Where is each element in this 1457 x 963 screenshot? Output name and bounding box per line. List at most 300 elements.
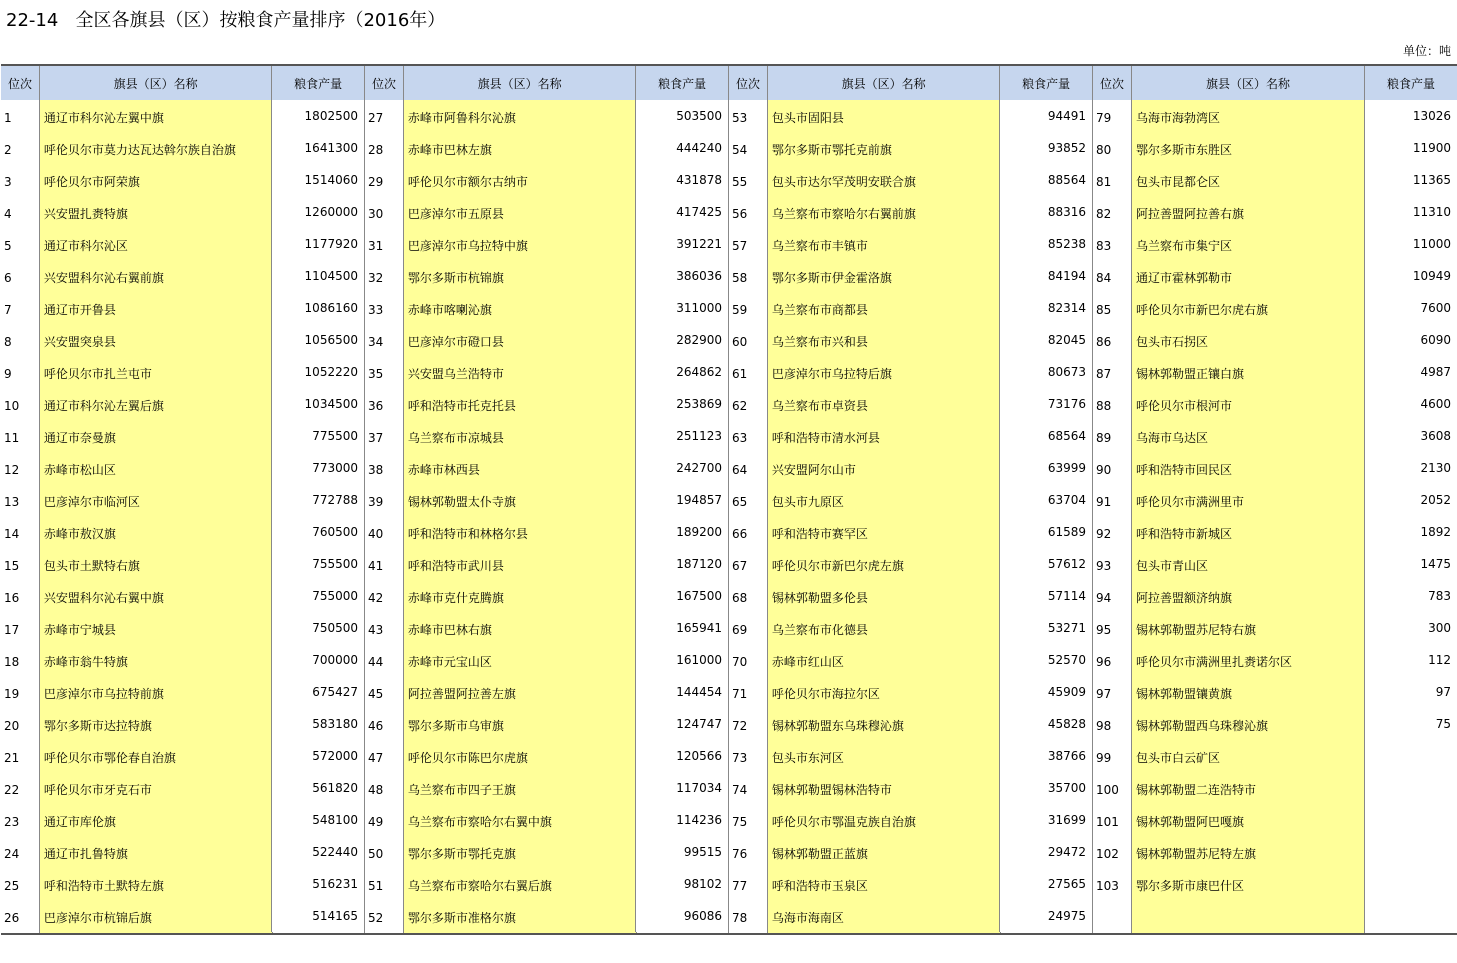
rank-cell: 55 [729, 164, 768, 196]
rank-cell: 61 [729, 356, 768, 388]
table-row [729, 356, 1092, 388]
name-cell: 赤峰市巴林左旗 [404, 132, 636, 164]
output-cell [1365, 772, 1457, 804]
output-cell: 94491 [1000, 100, 1092, 132]
rank-cell: 48 [365, 772, 404, 804]
rank-cell: 45 [365, 676, 404, 708]
output-cell: 300 [1365, 612, 1457, 644]
rank-cell: 62 [729, 388, 768, 420]
name-cell: 巴彦淖尔市临河区 [40, 484, 272, 516]
table-row [365, 708, 728, 740]
output-cell: 88316 [1000, 196, 1092, 228]
output-cell: 583180 [272, 708, 364, 740]
header-rank: 位次 [365, 66, 404, 100]
name-cell: 包头市昆都仑区 [1132, 164, 1365, 196]
table-row [729, 100, 1092, 132]
output-cell: 264862 [636, 356, 728, 388]
table-row [1, 516, 364, 548]
rank-cell: 93 [1093, 548, 1132, 580]
table-row [729, 324, 1092, 356]
table-block-2 [365, 66, 729, 933]
table-row [1, 740, 364, 772]
rank-cell: 2 [1, 132, 40, 164]
header-output: 粮食产量 [658, 76, 707, 91]
name-cell: 通辽市库伦旗 [40, 804, 272, 836]
name-cell: 呼伦贝尔市阿荣旗 [40, 164, 272, 196]
table-row [365, 740, 728, 772]
name-cell: 呼伦贝尔市满洲里扎赉诺尔区 [1132, 644, 1365, 676]
output-cell: 522440 [272, 836, 364, 868]
name-cell: 巴彦淖尔市杭锦后旗 [40, 900, 272, 932]
table-row [1, 804, 364, 836]
output-cell: 112 [1365, 644, 1457, 676]
table-row [729, 580, 1092, 612]
output-cell: 114236 [636, 804, 728, 836]
name-cell: 锡林郭勒盟锡林浩特市 [768, 772, 1000, 804]
output-cell [1365, 740, 1457, 772]
output-cell: 700000 [272, 644, 364, 676]
rank-cell: 27 [365, 100, 404, 132]
rank-cell: 18 [1, 644, 40, 676]
name-cell: 乌兰察布市四子王旗 [404, 772, 636, 804]
rank-cell: 103 [1093, 868, 1132, 900]
rank-cell: 79 [1093, 100, 1132, 132]
table-row [1093, 772, 1457, 804]
table-row [1093, 100, 1457, 132]
name-cell: 赤峰市敖汉旗 [40, 516, 272, 548]
table-row [365, 676, 728, 708]
rank-cell: 101 [1093, 804, 1132, 836]
rank-cell: 9 [1, 356, 40, 388]
name-cell: 赤峰市元宝山区 [404, 644, 636, 676]
table-row [729, 196, 1092, 228]
name-cell: 包头市白云矿区 [1132, 740, 1365, 772]
table-row [365, 356, 728, 388]
table-block-4 [1093, 66, 1457, 933]
table-row [365, 228, 728, 260]
header-output: 粮食产量 [1022, 76, 1071, 91]
output-cell: 11000 [1365, 228, 1457, 260]
name-cell: 锡林郭勒盟二连浩特市 [1132, 772, 1365, 804]
output-cell: 73176 [1000, 388, 1092, 420]
rank-cell: 15 [1, 548, 40, 580]
table-row [1093, 420, 1457, 452]
rank-cell: 7 [1, 292, 40, 324]
rank-cell: 80 [1093, 132, 1132, 164]
output-cell: 61589 [1000, 516, 1092, 548]
name-cell: 乌兰察布市兴和县 [768, 324, 1000, 356]
rank-cell: 60 [729, 324, 768, 356]
name-cell: 呼和浩特市武川县 [404, 548, 636, 580]
output-cell: 35700 [1000, 772, 1092, 804]
output-cell: 514165 [272, 900, 364, 932]
name-cell: 兴安盟阿尔山市 [768, 452, 1000, 484]
table-row [365, 900, 728, 932]
rank-cell: 97 [1093, 676, 1132, 708]
rank-cell: 82 [1093, 196, 1132, 228]
rank-cell: 16 [1, 580, 40, 612]
table-row [365, 580, 728, 612]
output-cell: 1052220 [272, 356, 364, 388]
output-cell: 417425 [636, 196, 728, 228]
table-row [1, 644, 364, 676]
table-row [1093, 708, 1457, 740]
output-cell: 11900 [1365, 132, 1457, 164]
table-row [1093, 164, 1457, 196]
output-cell: 431878 [636, 164, 728, 196]
rank-cell: 38 [365, 452, 404, 484]
output-cell: 503500 [636, 100, 728, 132]
output-cell: 52570 [1000, 644, 1092, 676]
rank-cell: 5 [1, 228, 40, 260]
table-row [1093, 452, 1457, 484]
table-header [365, 66, 728, 101]
rank-cell: 36 [365, 388, 404, 420]
table-row [729, 836, 1092, 868]
output-cell: 45909 [1000, 676, 1092, 708]
output-cell: 29472 [1000, 836, 1092, 868]
table-row [365, 836, 728, 868]
rank-cell: 85 [1093, 292, 1132, 324]
name-cell: 呼伦贝尔市海拉尔区 [768, 676, 1000, 708]
name-cell: 乌兰察布市卓资县 [768, 388, 1000, 420]
table-block-3 [729, 66, 1093, 933]
table-row [729, 420, 1092, 452]
name-cell: 呼伦贝尔市扎兰屯市 [40, 356, 272, 388]
name-cell: 乌兰察布市察哈尔右翼前旗 [768, 196, 1000, 228]
rank-cell: 51 [365, 868, 404, 900]
table-row [365, 292, 728, 324]
rank-cell: 99 [1093, 740, 1132, 772]
name-cell: 锡林郭勒盟东乌珠穆沁旗 [768, 708, 1000, 740]
table-header [1093, 66, 1457, 101]
rank-cell: 56 [729, 196, 768, 228]
output-cell: 187120 [636, 548, 728, 580]
rank-cell: 39 [365, 484, 404, 516]
output-cell: 13026 [1365, 100, 1457, 132]
output-cell: 93852 [1000, 132, 1092, 164]
rank-cell: 29 [365, 164, 404, 196]
table-row [729, 868, 1092, 900]
output-cell: 6090 [1365, 324, 1457, 356]
rank-cell: 8 [1, 324, 40, 356]
table-row [729, 164, 1092, 196]
header-rank: 位次 [1, 66, 40, 100]
output-cell: 1641300 [272, 132, 364, 164]
name-cell: 阿拉善盟额济纳旗 [1132, 580, 1365, 612]
output-cell: 561820 [272, 772, 364, 804]
output-cell: 124747 [636, 708, 728, 740]
name-cell: 乌兰察布市丰镇市 [768, 228, 1000, 260]
table-header [1, 66, 364, 101]
rank-cell: 64 [729, 452, 768, 484]
name-cell: 呼伦贝尔市新巴尔虎右旗 [1132, 292, 1365, 324]
name-cell: 乌兰察布市凉城县 [404, 420, 636, 452]
name-cell: 通辽市扎鲁特旗 [40, 836, 272, 868]
output-cell: 75 [1365, 708, 1457, 740]
output-cell: 63704 [1000, 484, 1092, 516]
name-cell: 通辽市开鲁县 [40, 292, 272, 324]
table-row [365, 388, 728, 420]
output-cell: 68564 [1000, 420, 1092, 452]
table-row [729, 452, 1092, 484]
name-cell: 兴安盟科尔沁右翼中旗 [40, 580, 272, 612]
rank-cell: 30 [365, 196, 404, 228]
rank-cell: 13 [1, 484, 40, 516]
name-cell: 兴安盟突泉县 [40, 324, 272, 356]
table-block-1 [1, 66, 365, 933]
output-cell: 24975 [1000, 900, 1092, 932]
rank-cell: 73 [729, 740, 768, 772]
output-cell: 11365 [1365, 164, 1457, 196]
name-cell: 鄂尔多斯市杭锦旗 [404, 260, 636, 292]
table-body [365, 100, 728, 933]
table-row [1093, 228, 1457, 260]
output-cell: 675427 [272, 676, 364, 708]
unit-label: 单位：吨 [1402, 44, 1451, 58]
table-row [729, 612, 1092, 644]
table-body [1, 100, 364, 933]
name-cell: 呼伦贝尔市鄂温克族自治旗 [768, 804, 1000, 836]
table-row [1, 388, 364, 420]
table-row [1, 100, 364, 132]
output-cell: 53271 [1000, 612, 1092, 644]
name-cell: 呼和浩特市和林格尔县 [404, 516, 636, 548]
name-cell: 鄂尔多斯市准格尔旗 [404, 900, 636, 932]
table-row [1, 708, 364, 740]
output-cell: 85238 [1000, 228, 1092, 260]
table-row [1, 612, 364, 644]
output-cell: 4987 [1365, 356, 1457, 388]
name-cell: 赤峰市红山区 [768, 644, 1000, 676]
rank-cell: 65 [729, 484, 768, 516]
table-row [1, 676, 364, 708]
rank-cell: 63 [729, 420, 768, 452]
rank-cell: 74 [729, 772, 768, 804]
table-row [365, 196, 728, 228]
rank-cell: 21 [1, 740, 40, 772]
rank-cell: 26 [1, 900, 40, 932]
table-row [1093, 356, 1457, 388]
rank-cell: 81 [1093, 164, 1132, 196]
rank-cell: 54 [729, 132, 768, 164]
header-output: 粮食产量 [1386, 76, 1435, 91]
table-row [365, 452, 728, 484]
rank-cell: 102 [1093, 836, 1132, 868]
table-row [729, 804, 1092, 836]
table-row [1093, 676, 1457, 708]
rank-cell: 90 [1093, 452, 1132, 484]
table-row [729, 644, 1092, 676]
table-row [365, 420, 728, 452]
name-cell: 赤峰市喀喇沁旗 [404, 292, 636, 324]
rank-cell: 14 [1, 516, 40, 548]
rank-cell: 53 [729, 100, 768, 132]
rank-cell: 3 [1, 164, 40, 196]
name-cell: 锡林郭勒盟西乌珠穆沁旗 [1132, 708, 1365, 740]
rank-cell: 50 [365, 836, 404, 868]
table-row [365, 548, 728, 580]
rank-cell: 23 [1, 804, 40, 836]
output-cell [1365, 836, 1457, 868]
rank-cell: 12 [1, 452, 40, 484]
rank-cell: 88 [1093, 388, 1132, 420]
rank-cell: 67 [729, 548, 768, 580]
rank-cell: 42 [365, 580, 404, 612]
table-row [365, 260, 728, 292]
output-cell: 1056500 [272, 324, 364, 356]
output-cell: 2130 [1365, 452, 1457, 484]
name-cell: 锡林郭勒盟太仆寺旗 [404, 484, 636, 516]
rank-cell: 34 [365, 324, 404, 356]
output-cell: 516231 [272, 868, 364, 900]
name-cell: 赤峰市翁牛特旗 [40, 644, 272, 676]
rank-cell: 71 [729, 676, 768, 708]
rank-cell: 43 [365, 612, 404, 644]
rank-cell: 86 [1093, 324, 1132, 356]
output-cell: 760500 [272, 516, 364, 548]
rank-cell: 41 [365, 548, 404, 580]
rank-cell: 11 [1, 420, 40, 452]
output-cell: 548100 [272, 804, 364, 836]
name-cell: 乌兰察布市察哈尔右翼中旗 [404, 804, 636, 836]
output-cell: 1177920 [272, 228, 364, 260]
output-cell: 1260000 [272, 196, 364, 228]
table-row [729, 388, 1092, 420]
table-row [1093, 388, 1457, 420]
rank-cell: 49 [365, 804, 404, 836]
rank-cell: 78 [729, 900, 768, 932]
table-row [729, 900, 1092, 932]
name-cell: 包头市东河区 [768, 740, 1000, 772]
rank-cell: 75 [729, 804, 768, 836]
name-cell: 呼伦贝尔市满洲里市 [1132, 484, 1365, 516]
output-cell: 1034500 [272, 388, 364, 420]
header-output: 粮食产量 [294, 76, 343, 91]
rank-cell: 84 [1093, 260, 1132, 292]
header-name: 旗县（区）名称 [1132, 66, 1365, 100]
name-cell: 赤峰市巴林右旗 [404, 612, 636, 644]
name-cell: 通辽市奈曼旗 [40, 420, 272, 452]
name-cell: 鄂尔多斯市乌审旗 [404, 708, 636, 740]
table-row [365, 164, 728, 196]
name-cell: 乌兰察布市商都县 [768, 292, 1000, 324]
rank-cell: 59 [729, 292, 768, 324]
table-row [1093, 804, 1457, 836]
table-row [1, 292, 364, 324]
table-row [729, 228, 1092, 260]
output-cell: 391221 [636, 228, 728, 260]
output-cell: 161000 [636, 644, 728, 676]
output-cell: 63999 [1000, 452, 1092, 484]
rank-cell: 40 [365, 516, 404, 548]
output-cell: 444240 [636, 132, 728, 164]
table-row [1093, 484, 1457, 516]
table-row [1093, 548, 1457, 580]
name-cell: 呼和浩特市回民区 [1132, 452, 1365, 484]
output-cell: 2052 [1365, 484, 1457, 516]
rank-cell: 76 [729, 836, 768, 868]
table-row [729, 516, 1092, 548]
output-cell: 1892 [1365, 516, 1457, 548]
header-name: 旗县（区）名称 [768, 66, 1000, 100]
rank-cell: 89 [1093, 420, 1132, 452]
table-row [1093, 868, 1457, 900]
table-row [365, 132, 728, 164]
table-row [1, 420, 364, 452]
table-row [1, 324, 364, 356]
rank-cell: 58 [729, 260, 768, 292]
table-row [729, 132, 1092, 164]
header-name: 旗县（区）名称 [404, 66, 636, 100]
name-cell: 呼伦贝尔市鄂伦春自治旗 [40, 740, 272, 772]
rank-cell: 100 [1093, 772, 1132, 804]
rank-cell: 57 [729, 228, 768, 260]
table-row [365, 772, 728, 804]
name-cell: 鄂尔多斯市鄂托克旗 [404, 836, 636, 868]
name-cell: 巴彦淖尔市磴口县 [404, 324, 636, 356]
name-cell: 赤峰市克什克腾旗 [404, 580, 636, 612]
table-row [365, 100, 728, 132]
table-row [1, 356, 364, 388]
table-row [1093, 516, 1457, 548]
rank-cell: 20 [1, 708, 40, 740]
table-row [365, 484, 728, 516]
rank-cell: 10 [1, 388, 40, 420]
name-cell: 通辽市霍林郭勒市 [1132, 260, 1365, 292]
name-cell: 鄂尔多斯市鄂托克前旗 [768, 132, 1000, 164]
table-row [1093, 580, 1457, 612]
name-cell: 锡林郭勒盟苏尼特左旗 [1132, 836, 1365, 868]
table-row [729, 708, 1092, 740]
rank-cell: 4 [1, 196, 40, 228]
table-row [1, 132, 364, 164]
name-cell: 包头市土默特右旗 [40, 548, 272, 580]
table-row [1, 900, 364, 932]
name-cell: 阿拉善盟阿拉善左旗 [404, 676, 636, 708]
output-cell: 96086 [636, 900, 728, 932]
name-cell: 鄂尔多斯市东胜区 [1132, 132, 1365, 164]
table-row [729, 548, 1092, 580]
name-cell: 呼和浩特市土默特左旗 [40, 868, 272, 900]
name-cell: 乌兰察布市察哈尔右翼后旗 [404, 868, 636, 900]
header-rank: 位次 [1093, 66, 1132, 100]
table-row [1, 452, 364, 484]
rank-cell: 95 [1093, 612, 1132, 644]
table-row [365, 612, 728, 644]
output-cell: 99515 [636, 836, 728, 868]
name-cell: 包头市九原区 [768, 484, 1000, 516]
rank-cell: 31 [365, 228, 404, 260]
table-row [1093, 132, 1457, 164]
output-cell: 82314 [1000, 292, 1092, 324]
output-cell [1365, 868, 1457, 900]
table-row [1093, 740, 1457, 772]
output-cell: 45828 [1000, 708, 1092, 740]
output-cell: 97 [1365, 676, 1457, 708]
rank-cell: 28 [365, 132, 404, 164]
name-cell: 包头市青山区 [1132, 548, 1365, 580]
output-cell: 38766 [1000, 740, 1092, 772]
table-row [729, 676, 1092, 708]
name-cell: 锡林郭勒盟阿巴嘎旗 [1132, 804, 1365, 836]
table-row [1, 772, 364, 804]
rank-cell: 68 [729, 580, 768, 612]
rank-cell: 98 [1093, 708, 1132, 740]
name-cell: 呼伦贝尔市额尔古纳市 [404, 164, 636, 196]
table-row [1, 580, 364, 612]
name-cell: 鄂尔多斯市康巴什区 [1132, 868, 1365, 900]
